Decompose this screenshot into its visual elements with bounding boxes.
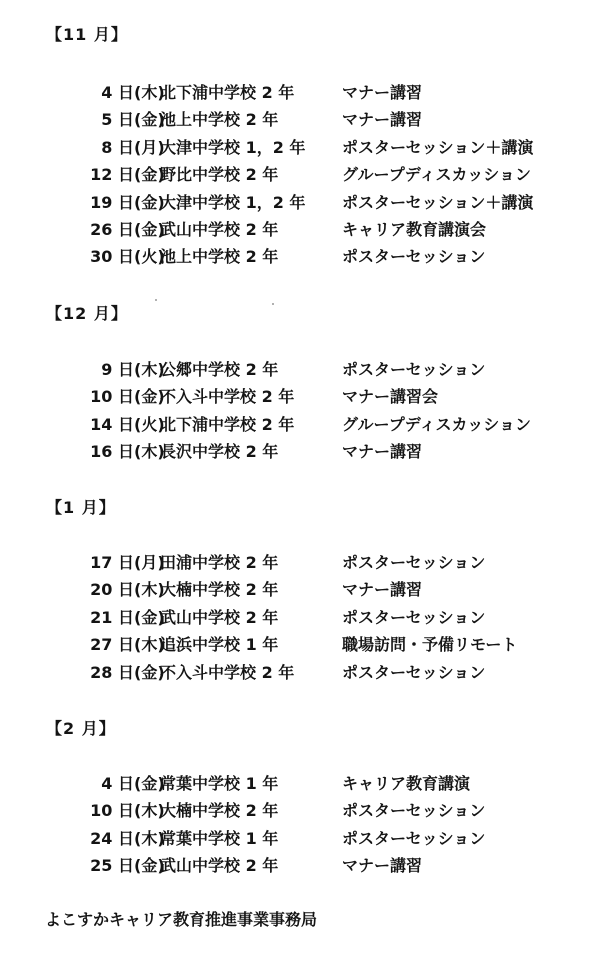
event-date: 12 日 [90, 165, 134, 185]
schedule-row [0, 550, 600, 574]
scan-speck [155, 299, 157, 301]
schedule-row [0, 798, 600, 822]
event-date: 28 日 [90, 662, 134, 682]
event-school: 池上中学校 2 年 [160, 247, 279, 267]
event-weekday: (火) [134, 247, 165, 267]
schedule-row [0, 217, 600, 241]
event-school: 野比中学校 2 年 [160, 165, 279, 185]
schedule-row [0, 190, 600, 214]
event-activity: 職場訪問・予備リモート [342, 635, 518, 655]
event-school: 武山中学校 2 年 [160, 220, 279, 239]
schedule-row [0, 80, 600, 104]
event-weekday: (金) [134, 220, 165, 239]
event-date: 4 日 [101, 83, 134, 102]
event-date: 20 日 [90, 580, 134, 600]
event-activity: ポスターセッション [342, 553, 486, 572]
event-activity: ポスターセッション [342, 247, 486, 267]
event-weekday: (火) [134, 414, 165, 434]
schedule-row [0, 771, 600, 795]
schedule-row [0, 412, 600, 436]
event-weekday: (木) [134, 580, 165, 600]
event-date: 5 日 [101, 110, 134, 130]
month-heading: 【1 月】 [46, 498, 116, 517]
event-activity: グループディスカッション [342, 165, 531, 185]
event-activity: ポスターセッション [342, 801, 486, 821]
event-school: 大楠中学校 2 年 [160, 580, 279, 600]
organization-footer: よこすかキャリア教育推進事業事務局 [45, 910, 318, 929]
event-activity: マナー講習 [342, 856, 423, 876]
schedule-row [0, 357, 600, 381]
event-school: 常葉中学校 1 年 [160, 774, 279, 793]
event-school: 北下浦中学校 2 年 [160, 414, 295, 434]
event-weekday: (木) [134, 801, 165, 821]
event-date: 25 日 [90, 856, 134, 876]
event-date: 4 日 [101, 774, 134, 793]
schedule-row [0, 244, 600, 268]
event-activity: マナー講習 [342, 580, 423, 600]
event-weekday: (金) [134, 856, 165, 876]
event-activity: ポスターセッション [342, 360, 486, 379]
event-weekday: (金) [134, 192, 165, 212]
event-school: 追浜中学校 1 年 [160, 635, 279, 655]
event-weekday: (月) [134, 137, 165, 157]
schedule-row [0, 439, 600, 463]
month-heading: 【12 月】 [46, 304, 128, 323]
event-activity: マナー講習 [342, 110, 423, 130]
event-date: 21 日 [90, 607, 134, 627]
event-school: 池上中学校 2 年 [160, 110, 279, 130]
event-date: 17 日 [90, 553, 134, 572]
event-date: 9 日 [101, 360, 134, 379]
event-date: 16 日 [90, 442, 134, 462]
event-date: 30 日 [90, 247, 134, 267]
schedule-row [0, 135, 600, 159]
event-date: 8 日 [101, 137, 134, 157]
scan-speck [272, 303, 274, 305]
event-school: 武山中学校 2 年 [160, 856, 279, 876]
event-date: 27 日 [90, 635, 134, 655]
schedule-row [0, 577, 600, 601]
event-weekday: (木) [134, 635, 165, 655]
event-school: 長沢中学校 2 年 [160, 442, 279, 462]
event-weekday: (金) [134, 774, 165, 793]
schedule-row [0, 632, 600, 656]
event-activity: ポスターセッション [342, 662, 486, 682]
event-school: 大楠中学校 2 年 [160, 801, 279, 821]
event-activity: ポスターセッション [342, 828, 486, 848]
event-date: 14 日 [90, 414, 134, 434]
schedule-row [0, 605, 600, 629]
event-school: 不入斗中学校 2 年 [160, 662, 295, 682]
event-school: 公郷中学校 2 年 [160, 360, 279, 379]
event-weekday: (木) [134, 360, 165, 379]
event-activity: ポスターセッション [342, 607, 486, 627]
event-activity: マナー講習会 [342, 387, 439, 407]
event-school: 不入斗中学校 2 年 [160, 387, 295, 407]
event-activity: グループディスカッション [342, 414, 531, 434]
event-school: 武山中学校 2 年 [160, 607, 279, 627]
event-weekday: (金) [134, 110, 165, 130]
event-weekday: (木) [134, 442, 165, 462]
event-weekday: (金) [134, 387, 165, 407]
event-date: 26 日 [90, 220, 134, 239]
schedule-row [0, 162, 600, 186]
event-weekday: (金) [134, 165, 165, 185]
event-activity: キャリア教育講演 [342, 774, 471, 793]
month-heading: 【11 月】 [46, 25, 128, 44]
event-weekday: (金) [134, 662, 165, 682]
event-weekday: (木) [134, 828, 165, 848]
schedule-row [0, 660, 600, 684]
event-school: 北下浦中学校 2 年 [160, 83, 295, 102]
schedule-row [0, 384, 600, 408]
event-weekday: (月) [134, 553, 165, 572]
event-date: 10 日 [90, 801, 134, 821]
schedule-row [0, 853, 600, 877]
event-date: 10 日 [90, 387, 134, 407]
event-date: 24 日 [90, 828, 134, 848]
schedule-row [0, 826, 600, 850]
event-activity: ポスターセッション＋講演 [342, 137, 534, 157]
event-date: 19 日 [90, 192, 134, 212]
event-school: 大津中学校 1，2 年 [160, 137, 306, 157]
event-school: 田浦中学校 2 年 [160, 553, 279, 572]
event-activity: キャリア教育講演会 [342, 220, 487, 239]
event-weekday: (金) [134, 607, 165, 627]
event-school: 大津中学校 1，2 年 [160, 192, 306, 212]
event-weekday: (木) [134, 83, 165, 102]
event-school: 常葉中学校 1 年 [160, 828, 279, 848]
schedule-row [0, 107, 600, 131]
month-heading: 【2 月】 [46, 719, 116, 738]
event-activity: マナー講習 [342, 83, 423, 102]
event-activity: ポスターセッション＋講演 [342, 192, 534, 212]
event-activity: マナー講習 [342, 442, 423, 462]
